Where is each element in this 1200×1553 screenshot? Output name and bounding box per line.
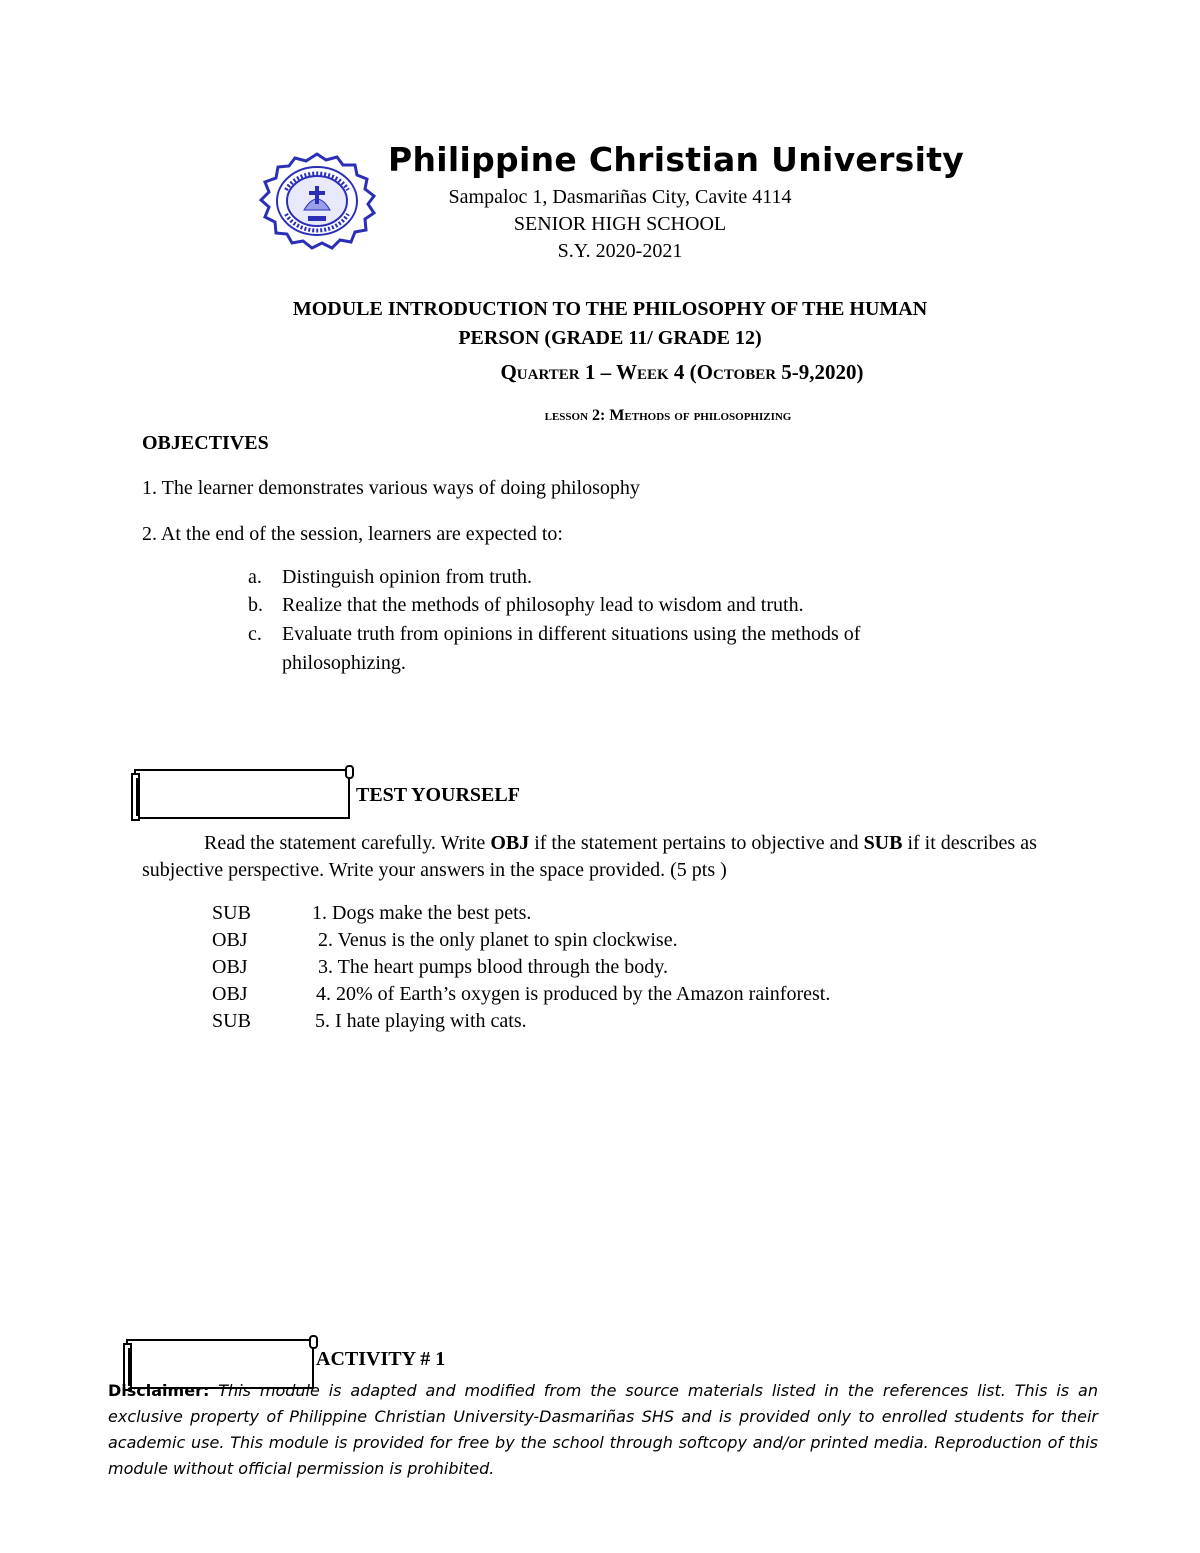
module-title-line2: PERSON (GRADE 11/ GRADE 12) [458,327,762,349]
answer-statement: 1. Dogs make the best pets. [312,902,532,924]
disclaimer-label: Disclaimer: [108,1381,210,1400]
answer-statement: 4. 20% of Earth’s oxygen is produced by the Amazon rainforest. [316,983,831,1005]
lesson-title: lesson 2: Methods of philosophizing [544,407,792,424]
quarter-week: Quarter 1 – Week 4 (October 5-9,2020) [500,360,864,384]
answer-statement: 3. The heart pumps blood through the body. [318,956,668,978]
answer-row [212,956,668,979]
answer-row [212,983,830,1006]
objective-item-1: 1. The learner demonstrates various ways of doing philosophy [142,477,640,499]
answer-row [212,902,531,925]
objective-sub-item: c. Evaluate truth from opinions in different situations using the methods of [248,623,861,645]
test-yourself-scroll-icon [130,764,356,822]
answer-row [212,1010,527,1033]
answer-code: SUB [212,902,251,924]
disclaimer [108,1378,1098,1482]
objective-sub-item: philosophizing. [282,652,406,674]
objective-sub-item: b. Realize that the methods of philosophy lead to wisdom and truth. [248,594,804,616]
objectives-heading: OBJECTIVES [142,432,269,454]
department-name: SENIOR HIGH SCHOOL [513,213,727,235]
answer-code: OBJ [212,983,248,1005]
module-title-line1: MODULE INTRODUCTION TO THE PHILOSOPHY OF THE HUMAN [292,298,928,320]
answer-statement: 2. Venus is the only planet to spin clockwise. [318,929,678,951]
university-address: Sampaloc 1, Dasmariñas City, Cavite 4114 [448,186,792,208]
answer-statement: 5. I hate playing with cats. [315,1010,527,1032]
test-yourself-instructions: Read the statement carefully. Write OBJ if the statement pertains to objective and SUB if it describes as subjective perspective. Write your answers in the space provided. (5 pts ) [142,832,1037,881]
school-year: S.Y. 2020-2021 [557,240,683,262]
objective-item-2: 2. At the end of the session, learners are expected to: [142,523,563,545]
university-name: Philippine Christian University [388,140,965,179]
answer-row [212,929,678,952]
disclaimer-text: This module is adapted and modified from the source materials listed in the references list. This is an exclusive property of Philippine Christian University-Dasmariñas SHS and is provided only to enrolled students for their academic use. This module is provided for free by the school through softcopy and/or printed media. Reproduction of this module without official permission is prohibited. [108,1381,1098,1478]
test-yourself-title: TEST YOURSELF [356,784,520,806]
activity-title: ACTIVITY # 1 [316,1348,446,1370]
answer-code: OBJ [212,929,248,951]
answer-code: OBJ [212,956,248,978]
objective-sub-item: a. Distinguish opinion from truth. [248,566,532,588]
answer-code: SUB [212,1010,251,1032]
